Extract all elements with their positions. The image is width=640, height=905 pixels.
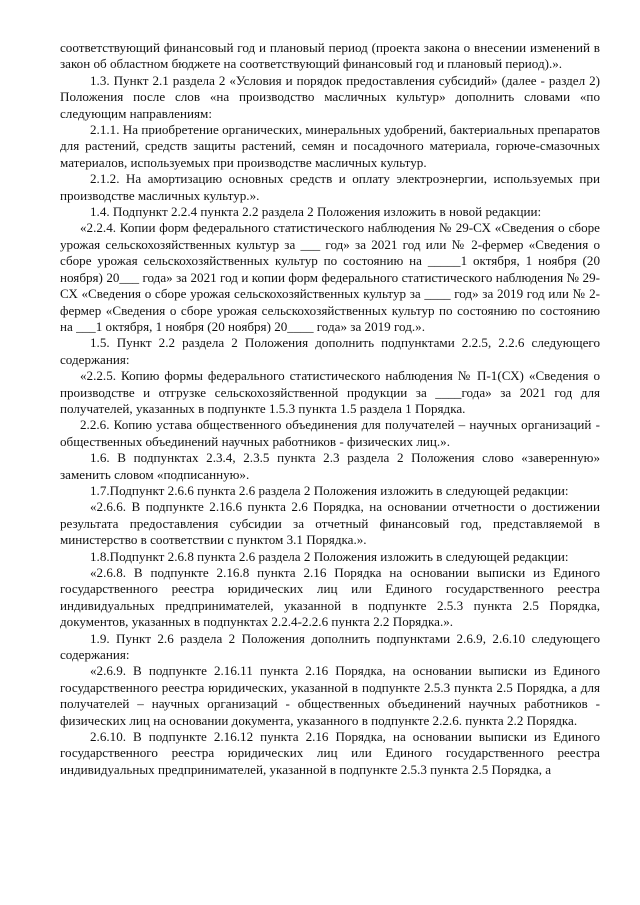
paragraph-3: 2.1.2. На амортизацию основных средств и оплату электроэнергии, используемых при производстве масличных культур.». [60,171,600,203]
paragraph-11: «2.6.6. В подпункте 2.16.6 пункта 2.6 Порядка, на основании отчетности о достижении результата предоставления субсидии за отчетный финансовый год, представляемой в министерство в соответствии с пунктом 3.1 Порядка.». [60,499,600,548]
paragraph-2: 2.1.1. На приобретение органических, минеральных удобрений, бактериальных препаратов для растений, средств защиты растений, семян и посадочного материала, горюче-смазочных материалов, используемых при производстве масличных культур. [60,122,600,170]
paragraph-5: «2.2.4. Копии форм федерального статистического наблюдения № 29-СХ «Сведения о сборе урожая сельскохозяйственных культур за ___ год» за 2021 год или № 2-фермер «Сведения о сборе урожая сельскохозяйственных культур по состоянию на _____1 октября, 1 ноября (20 ноября) 20___ года» за 2021 год и копии форм федерального статистического наблюдения № 29-СХ «Сведения о сборе урожая сельскохозяйственных культур за ____ год» за 2019 год или № 2-фермер «Сведения о сборе урожая сельскохозяйственных культур по состоянию по состоянию на ___1 октября, 1 ноября (20 ноября) 20____ года» за 2019 год.». [60,220,600,334]
paragraph-16: 2.6.10. В подпункте 2.16.12 пункта 2.16 Порядка, на основании выписки из Единого государственного реестра юридических лиц или Единого государственного реестра индивидуальных предпринимателей, указанной в подпункте 2.5.3 пункта 2.5 Порядка, а [60,729,600,777]
paragraph-12: 1.8.Подпункт 2.6.8 пункта 2.6 раздела 2 Положения изложить в следующей редакции: [90,548,569,564]
paragraph-1: 1.3. Пункт 2.1 раздела 2 «Условия и порядок предоставления субсидий» (далее - раздел 2) Положения после слов «на производство масличных культур» дополнить словами «по следующим направлениям: [60,72,600,121]
paragraph-13: «2.6.8. В подпункте 2.16.8 пункта 2.16 Порядка на основании выписки из Единого государственного реестра юридических лиц или Единого государственного реестра индивидуальных предпринимателей, указанной в подпункте 2.5.3 пункта 2.5 Порядка, документов, указанных в подпунктах 2.2.4-2.2.6 пункта 2.2 Порядка.». [60,565,600,630]
paragraph-6: 1.5. Пункт 2.2 раздела 2 Положения дополнить подпунктами 2.2.5, 2.2.6 следующего содержания: [60,335,600,367]
paragraph-10: 1.7.Подпункт 2.6.6 пункта 2.6 раздела 2 Положения изложить в следующей редакции: [90,482,569,498]
paragraph-14: 1.9. Пункт 2.6 раздела 2 Положения дополнить подпунктами 2.6.9, 2.6.10 следующего содержания: [60,630,600,663]
paragraph-8: 2.2.6. Копию устава общественного объединения для получателей – научных организаций - общественных объединений научных работников - физических лиц.». [60,417,600,449]
paragraph-4: 1.4. Подпункт 2.2.4 пункта 2.2 раздела 2 Положения изложить в новой редакции: [90,204,542,220]
paragraph-7: «2.2.5. Копию формы федерального статистического наблюдения № П-1(СХ) «Сведения о производстве и отгрузке сельскохозяйственной продукции за ____года» за 2021 год для получателей, указанных в подпункте 1.5.3 пункта 1.5 раздела 1 Порядка. [60,368,600,416]
paragraph-0: соответствующий финансовый год и плановый период (проекта закона о внесении изменений в закон об областном бюджете на соответствующий финансовый год и плановый период).». [60,40,600,72]
paragraph-9: 1.6. В подпунктах 2.3.4, 2.3.5 пункта 2.3 раздела 2 Положения слово «заверенную» заменить словом «подписанную». [60,450,600,482]
paragraph-15: «2.6.9. В подпункте 2.16.11 пункта 2.16 Порядка, на основании выписки из Единого государственного реестра юридических, указанной в подпункте 2.5.3 пункта 2.5 Порядка, а для получателей – научных организаций - общественных объединений научных работников - физических лиц на основании документа, указанного в подпункте 2.2.6. пункта 2.2 Порядка. [60,663,600,728]
